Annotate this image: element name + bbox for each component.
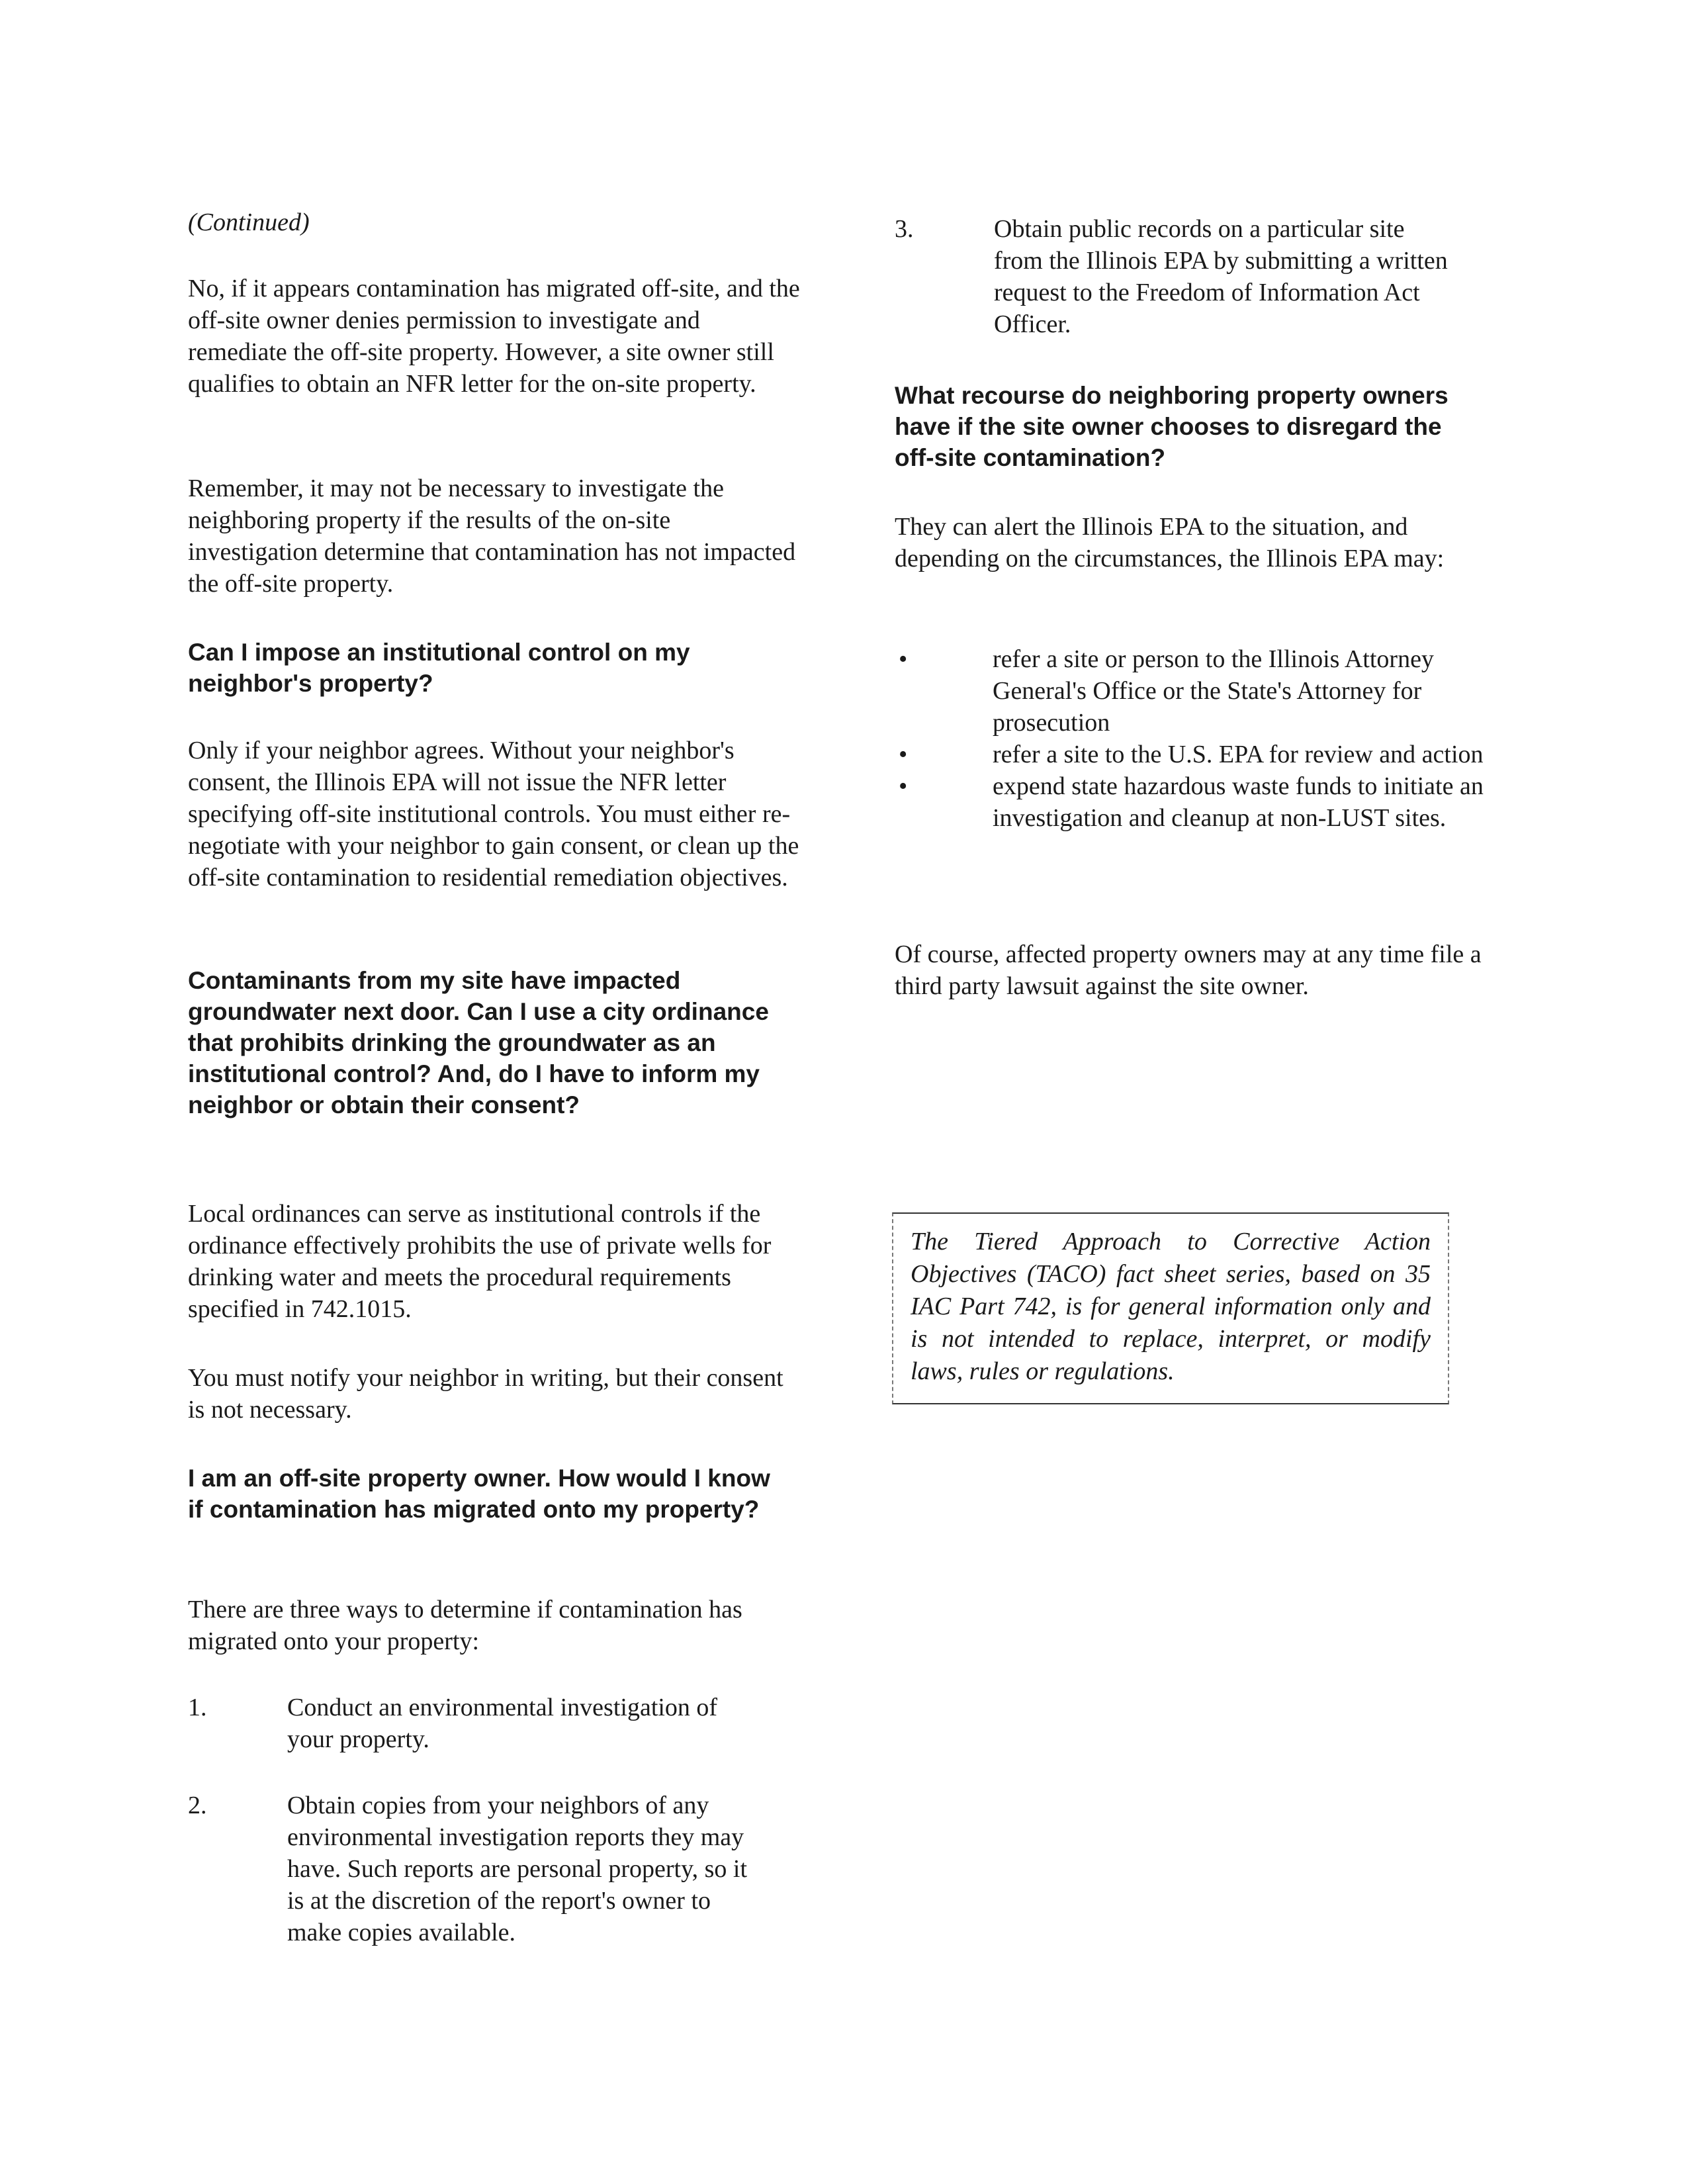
bullet-item <box>895 739 1497 770</box>
list-item-text: Conduct an environmental investigation of your property. <box>287 1694 718 1753</box>
bullet-text: refer a site to the U.S. EPA for review and action <box>993 741 1484 768</box>
bullet-text: expend state hazardous waste funds to initiate an investigation and cleanup at non-LUST sites. <box>993 772 1484 832</box>
continued-label: (Continued) <box>188 208 310 236</box>
list-item-text: Obtain copies from your neighbors of any environmental investigation reports they may have. Such reports are personal property, so it is at the discretion of the report's owner to make copies available. <box>287 1792 748 1946</box>
heading-recourse: What recourse do neighboring property owners have if the site owner chooses to disregard the off-site contamination? <box>895 382 1449 471</box>
paragraph-lawsuit: Of course, affected property owners may at any time file a third party lawsuit against the site owner. <box>895 940 1482 1000</box>
list-number: 2. <box>188 1792 207 1819</box>
paragraph-remember: Remember, it may not be necessary to investigate the neighboring property if the results of the on-site investigation determine that contamination has not impacted the off-site property. <box>188 475 796 598</box>
paragraph-three-ways: There are three ways to determine if contamination has migrated onto your property: <box>188 1596 742 1655</box>
bullet-item <box>895 643 1497 739</box>
bullet-item <box>895 770 1497 834</box>
heading-institutional-control: Can I impose an institutional control on my neighbor's property? <box>188 639 690 697</box>
paragraph-local-ordinances: Local ordinances can serve as institutional controls if the ordinance effectively prohibits the use of private wells for drinking water and meets the procedural requirements specified in 742.1015. <box>188 1200 772 1323</box>
paragraph-alert-epa: They can alert the Illinois EPA to the situation, and depending on the circumstances, the Illinois EPA may: <box>895 513 1445 572</box>
list-number: 3. <box>895 215 914 243</box>
paragraph-notify-neighbor: You must notify your neighbor in writing, but their consent is not necessary. <box>188 1364 783 1424</box>
bullet-icon: • <box>899 772 908 800</box>
disclaimer-text: The Tiered Approach to Corrective Action Objectives (TACO) fact sheet series, based on 35 IAC Part 742, is for general information only and is not intended to replace, interpret, or modify laws, rules or regulations. <box>911 1228 1431 1385</box>
recourse-bullet-list <box>895 643 1497 834</box>
paragraph-offsite-migration: No, if it appears contamination has migrated off-site, and the off-site owner denies permission to investigate and remediate the off-site property. However, a site owner still qualifies to obtain an NFR letter for the on-site property. <box>188 275 800 398</box>
bullet-text: refer a site or person to the Illinois Attorney General's Office or the State's Attorney for prosecution <box>993 645 1434 737</box>
bullet-icon: • <box>899 741 908 768</box>
disclaimer-box <box>892 1212 1449 1404</box>
paragraph-neighbor-agrees: Only if your neighbor agrees. Without your neighbor's consent, the Illinois EPA will not issue the NFR letter specifying off-site institutional controls. You must either re-negotiate with your neighbor to gain consent, or clean up the off-site contamination to residential remediation objectives. <box>188 737 799 891</box>
bullet-icon: • <box>899 645 908 673</box>
list-item-text: Obtain public records on a particular site from the Illinois EPA by submitting a written request to the Freedom of Information Act Officer. <box>994 215 1448 338</box>
heading-offsite-owner: I am an off-site property owner. How would I know if contamination has migrated onto my property? <box>188 1465 770 1523</box>
heading-city-ordinance: Contaminants from my site have impacted groundwater next door. Can I use a city ordinance that prohibits drinking the groundwater as an institutional control? And, do I have to inform my neighbor or obtain their consent? <box>188 967 769 1118</box>
list-number: 1. <box>188 1694 207 1721</box>
